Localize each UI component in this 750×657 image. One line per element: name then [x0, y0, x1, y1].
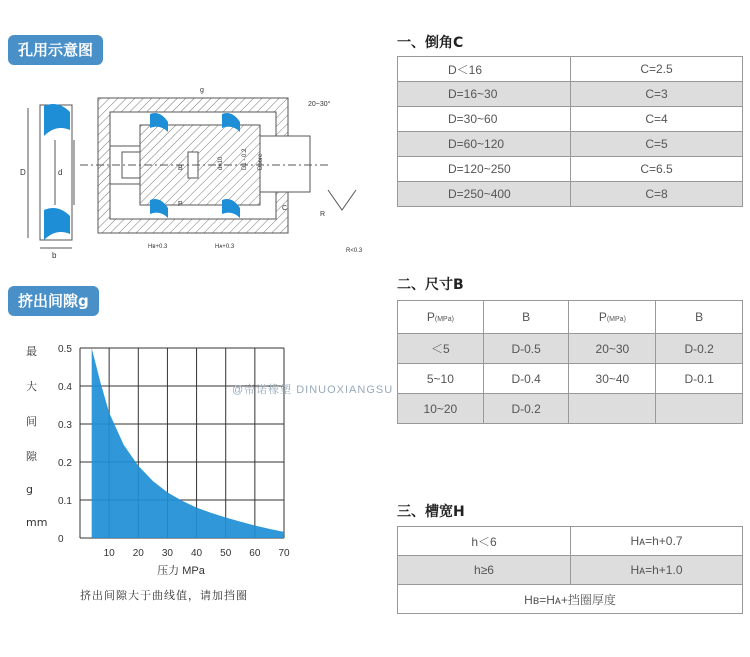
x-axis-label: 压力 MPa [157, 565, 205, 577]
table-cell: D=16~30 [398, 82, 571, 107]
table-groove-title: 三、槽宽H [397, 504, 465, 520]
y-tick-label: 0.5 [58, 344, 72, 355]
table-cell: 30~40 [569, 364, 656, 394]
y-axis-label-char: g [26, 483, 33, 496]
label-B: B [178, 165, 183, 172]
header-pressure: P(MPa) [398, 301, 484, 334]
y-tick-label: 0.4 [58, 382, 72, 393]
table-row [398, 157, 743, 182]
y-tick-label: 0.1 [58, 496, 72, 507]
label-D1: D1 - 0.2 [242, 148, 248, 170]
label-angle: 20~30° [308, 101, 331, 108]
header-pressure: P(MPa) [569, 301, 656, 334]
label-HA: Hᴀ+0.3 [215, 244, 235, 250]
watermark: @帝诺橡塑 DINUOXIANGSU [232, 384, 394, 396]
label-R: R [320, 211, 326, 218]
table-cell: 5~10 [398, 364, 484, 394]
table-cell: D=250~400 [398, 182, 571, 207]
x-tick-label: 10 [103, 548, 115, 559]
table-cell: Hᴀ=h+0.7 [571, 527, 743, 556]
table-chamfer [397, 56, 743, 207]
table-cell: C=2.5 [571, 57, 743, 82]
table-row [398, 585, 743, 614]
table-cell: Hᴀ=h+1.0 [571, 556, 743, 585]
chart-caption: 挤出间隙大于曲线值，请加挡圈 [80, 589, 248, 602]
table-cell: h≥6 [398, 556, 571, 585]
table-row [398, 132, 743, 157]
table-row [398, 394, 743, 424]
y-axis-label-char: 间 [26, 415, 37, 428]
table-row [398, 527, 743, 556]
y-tick-label: 0 [58, 534, 64, 545]
hole-seal-diagram [10, 70, 385, 270]
table-row [398, 334, 743, 364]
label-Dbore: Dbore [258, 153, 264, 170]
x-tick-label: 40 [191, 548, 203, 559]
table-cell: C=6.5 [571, 157, 743, 182]
table-cell [569, 394, 656, 424]
table-row [398, 556, 743, 585]
header-B: B [483, 301, 569, 334]
housing-assembly [80, 87, 331, 250]
y-axis-label-char: mm [26, 516, 48, 529]
table-size [397, 300, 743, 424]
table-cell: D=30~60 [398, 107, 571, 132]
header-B: B [656, 301, 743, 334]
table-row [398, 364, 743, 394]
label-P: P [178, 201, 183, 208]
table-row [398, 107, 743, 132]
extrusion-gap-chart [0, 330, 300, 580]
table-cell: C=5 [571, 132, 743, 157]
table-cell: C=3 [571, 82, 743, 107]
label-d: d [58, 168, 63, 177]
table-cell: h＜6 [398, 527, 571, 556]
y-axis-label-char: 隙 [26, 450, 37, 463]
y-tick-label: 0.3 [58, 420, 72, 431]
label-R-limit: R<0.3 [346, 248, 363, 254]
table-cell: D-0.4 [483, 364, 569, 394]
label-b: b [52, 251, 57, 260]
y-tick-label: 0.2 [58, 458, 72, 469]
x-tick-label: 20 [132, 548, 144, 559]
table-cell: D=60~120 [398, 132, 571, 157]
table-cell: D＜16 [398, 57, 571, 82]
label-D: D [20, 168, 26, 177]
surface-detail [320, 190, 363, 254]
x-tick-label: 50 [220, 548, 232, 559]
table-cell: C=8 [571, 182, 743, 207]
x-tick-label: 70 [278, 548, 290, 559]
table-cell: C=4 [571, 107, 743, 132]
section-title-hole-diagram: 孔用示意图 [8, 35, 103, 65]
table-row [398, 182, 743, 207]
label-HB: Hʙ+0.3 [148, 244, 168, 250]
table-row [398, 82, 743, 107]
table-cell: D-0.2 [656, 334, 743, 364]
label-C: C [282, 205, 288, 212]
table-chamfer-title: 一、倒角C [397, 35, 464, 51]
x-tick-label: 30 [161, 548, 173, 559]
table-size-title: 二、尺寸B [397, 277, 464, 293]
table-footer-cell: Hʙ=Hᴀ+挡圈厚度 [398, 585, 743, 614]
table-cell: D-0.1 [656, 364, 743, 394]
table-cell: 10~20 [398, 394, 484, 424]
table-cell: D-0.5 [483, 334, 569, 364]
table-cell: ＜5 [398, 334, 484, 364]
table-cell [656, 394, 743, 424]
y-axis-label-char: 最 [26, 345, 37, 358]
x-tick-labels [104, 548, 290, 559]
single-seal-view [20, 104, 74, 260]
table-cell: D-0.2 [483, 394, 569, 424]
table-groove [397, 526, 743, 614]
y-axis-label-char: 大 [26, 380, 37, 393]
table-cell: 20~30 [569, 334, 656, 364]
label-g: g [200, 87, 204, 94]
y-tick-labels [58, 344, 72, 545]
table-header-row [398, 301, 743, 334]
table-cell: D=120~250 [398, 157, 571, 182]
section-title-extrusion-gap: 挤出间隙g [8, 286, 99, 316]
label-dn10: dn10 [218, 156, 224, 170]
table-row [398, 57, 743, 82]
x-tick-label: 60 [249, 548, 261, 559]
